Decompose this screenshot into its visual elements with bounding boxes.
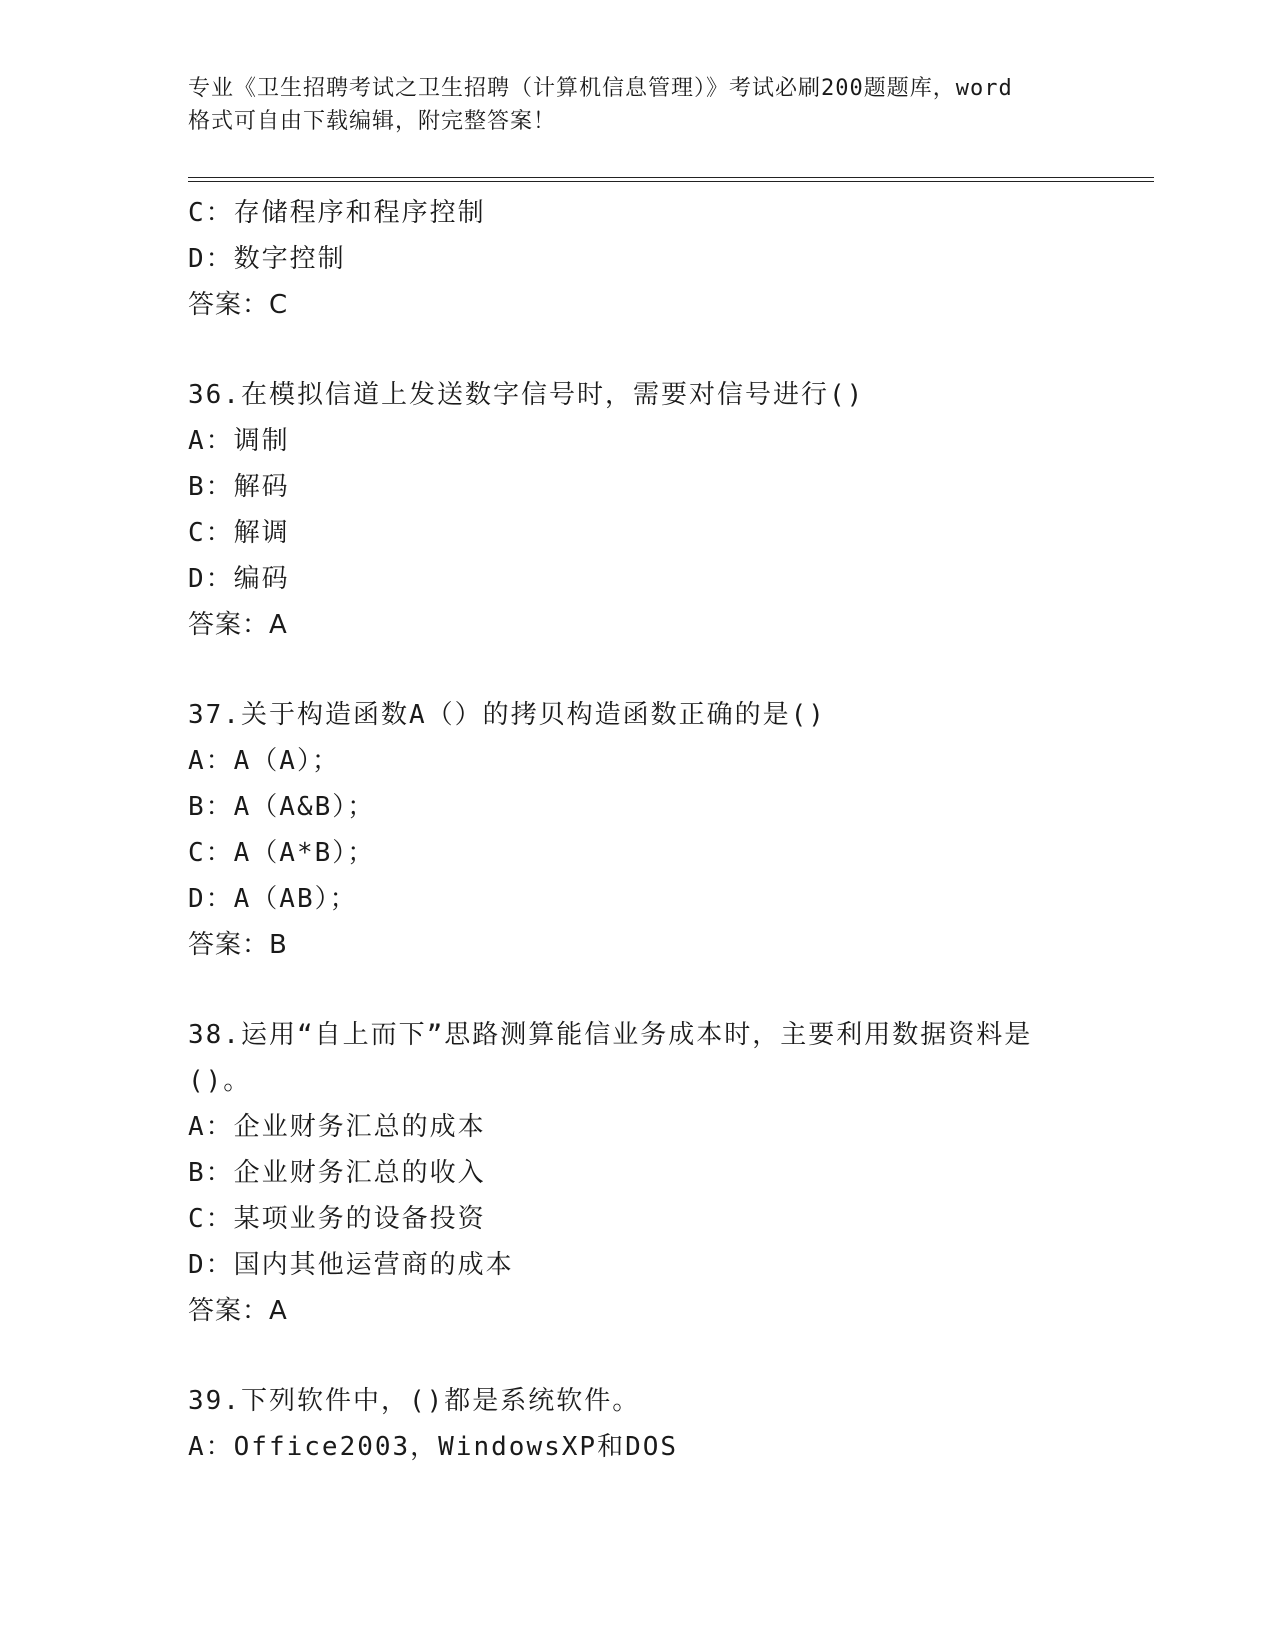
spacer <box>188 328 1148 372</box>
answer-label: 答案：A <box>188 1296 288 1326</box>
option-c: C：某项业务的设备投资 <box>188 1204 486 1234</box>
option-d: D：国内其他运营商的成本 <box>188 1250 514 1280</box>
spacer <box>188 968 1148 1012</box>
question-36 <box>188 372 1148 648</box>
spacer <box>188 1334 1148 1378</box>
option-d: D：编码 <box>188 564 290 594</box>
question-35-tail <box>188 190 1148 328</box>
question-stem-line-2: ()。 <box>188 1066 252 1096</box>
option-d: D：A（AB）； <box>188 884 358 914</box>
answer-label: 答案：B <box>188 930 288 960</box>
option-a: A：A（A）； <box>188 746 340 776</box>
question-38 <box>188 1012 1148 1334</box>
option-a: A：调制 <box>188 426 290 456</box>
header-line-2: 格式可自由下载编辑，附完整答案！ <box>188 109 557 134</box>
question-39 <box>188 1378 1148 1470</box>
option-a: A：Office2003，WindowsXP和DOS <box>188 1432 679 1462</box>
header-divider-bottom <box>188 181 1154 182</box>
spacer <box>188 648 1148 692</box>
option-a: A：企业财务汇总的成本 <box>188 1112 486 1142</box>
option-c: C：A（A*B）； <box>188 838 376 868</box>
question-stem: 37.关于构造函数A（）的拷贝构造函数正确的是() <box>188 700 826 730</box>
question-list <box>188 190 1148 1470</box>
header-divider-top <box>188 177 1154 178</box>
answer-label: 答案：C <box>188 290 289 320</box>
question-37 <box>188 692 1148 968</box>
question-stem: 36.在模拟信道上发送数字信号时，需要对信号进行() <box>188 380 865 410</box>
option-d: D：数字控制 <box>188 244 346 274</box>
option-b: B：A（A&B）； <box>188 792 376 822</box>
question-stem-line-1: 38.运用“自上而下”思路测算能信业务成本时，主要利用数据资料是 <box>188 1020 1033 1050</box>
header-line-1: 专业《卫生招聘考试之卫生招聘（计算机信息管理）》考试必刷200题题库，word <box>188 76 1013 101</box>
option-c: C：解调 <box>188 518 290 548</box>
answer-label: 答案：A <box>188 610 288 640</box>
option-b: B：企业财务汇总的收入 <box>188 1158 486 1188</box>
option-c: C：存储程序和程序控制 <box>188 198 486 228</box>
document-header <box>188 72 1088 138</box>
option-b: B：解码 <box>188 472 290 502</box>
question-stem: 39.下列软件中，()都是系统软件。 <box>188 1386 641 1416</box>
